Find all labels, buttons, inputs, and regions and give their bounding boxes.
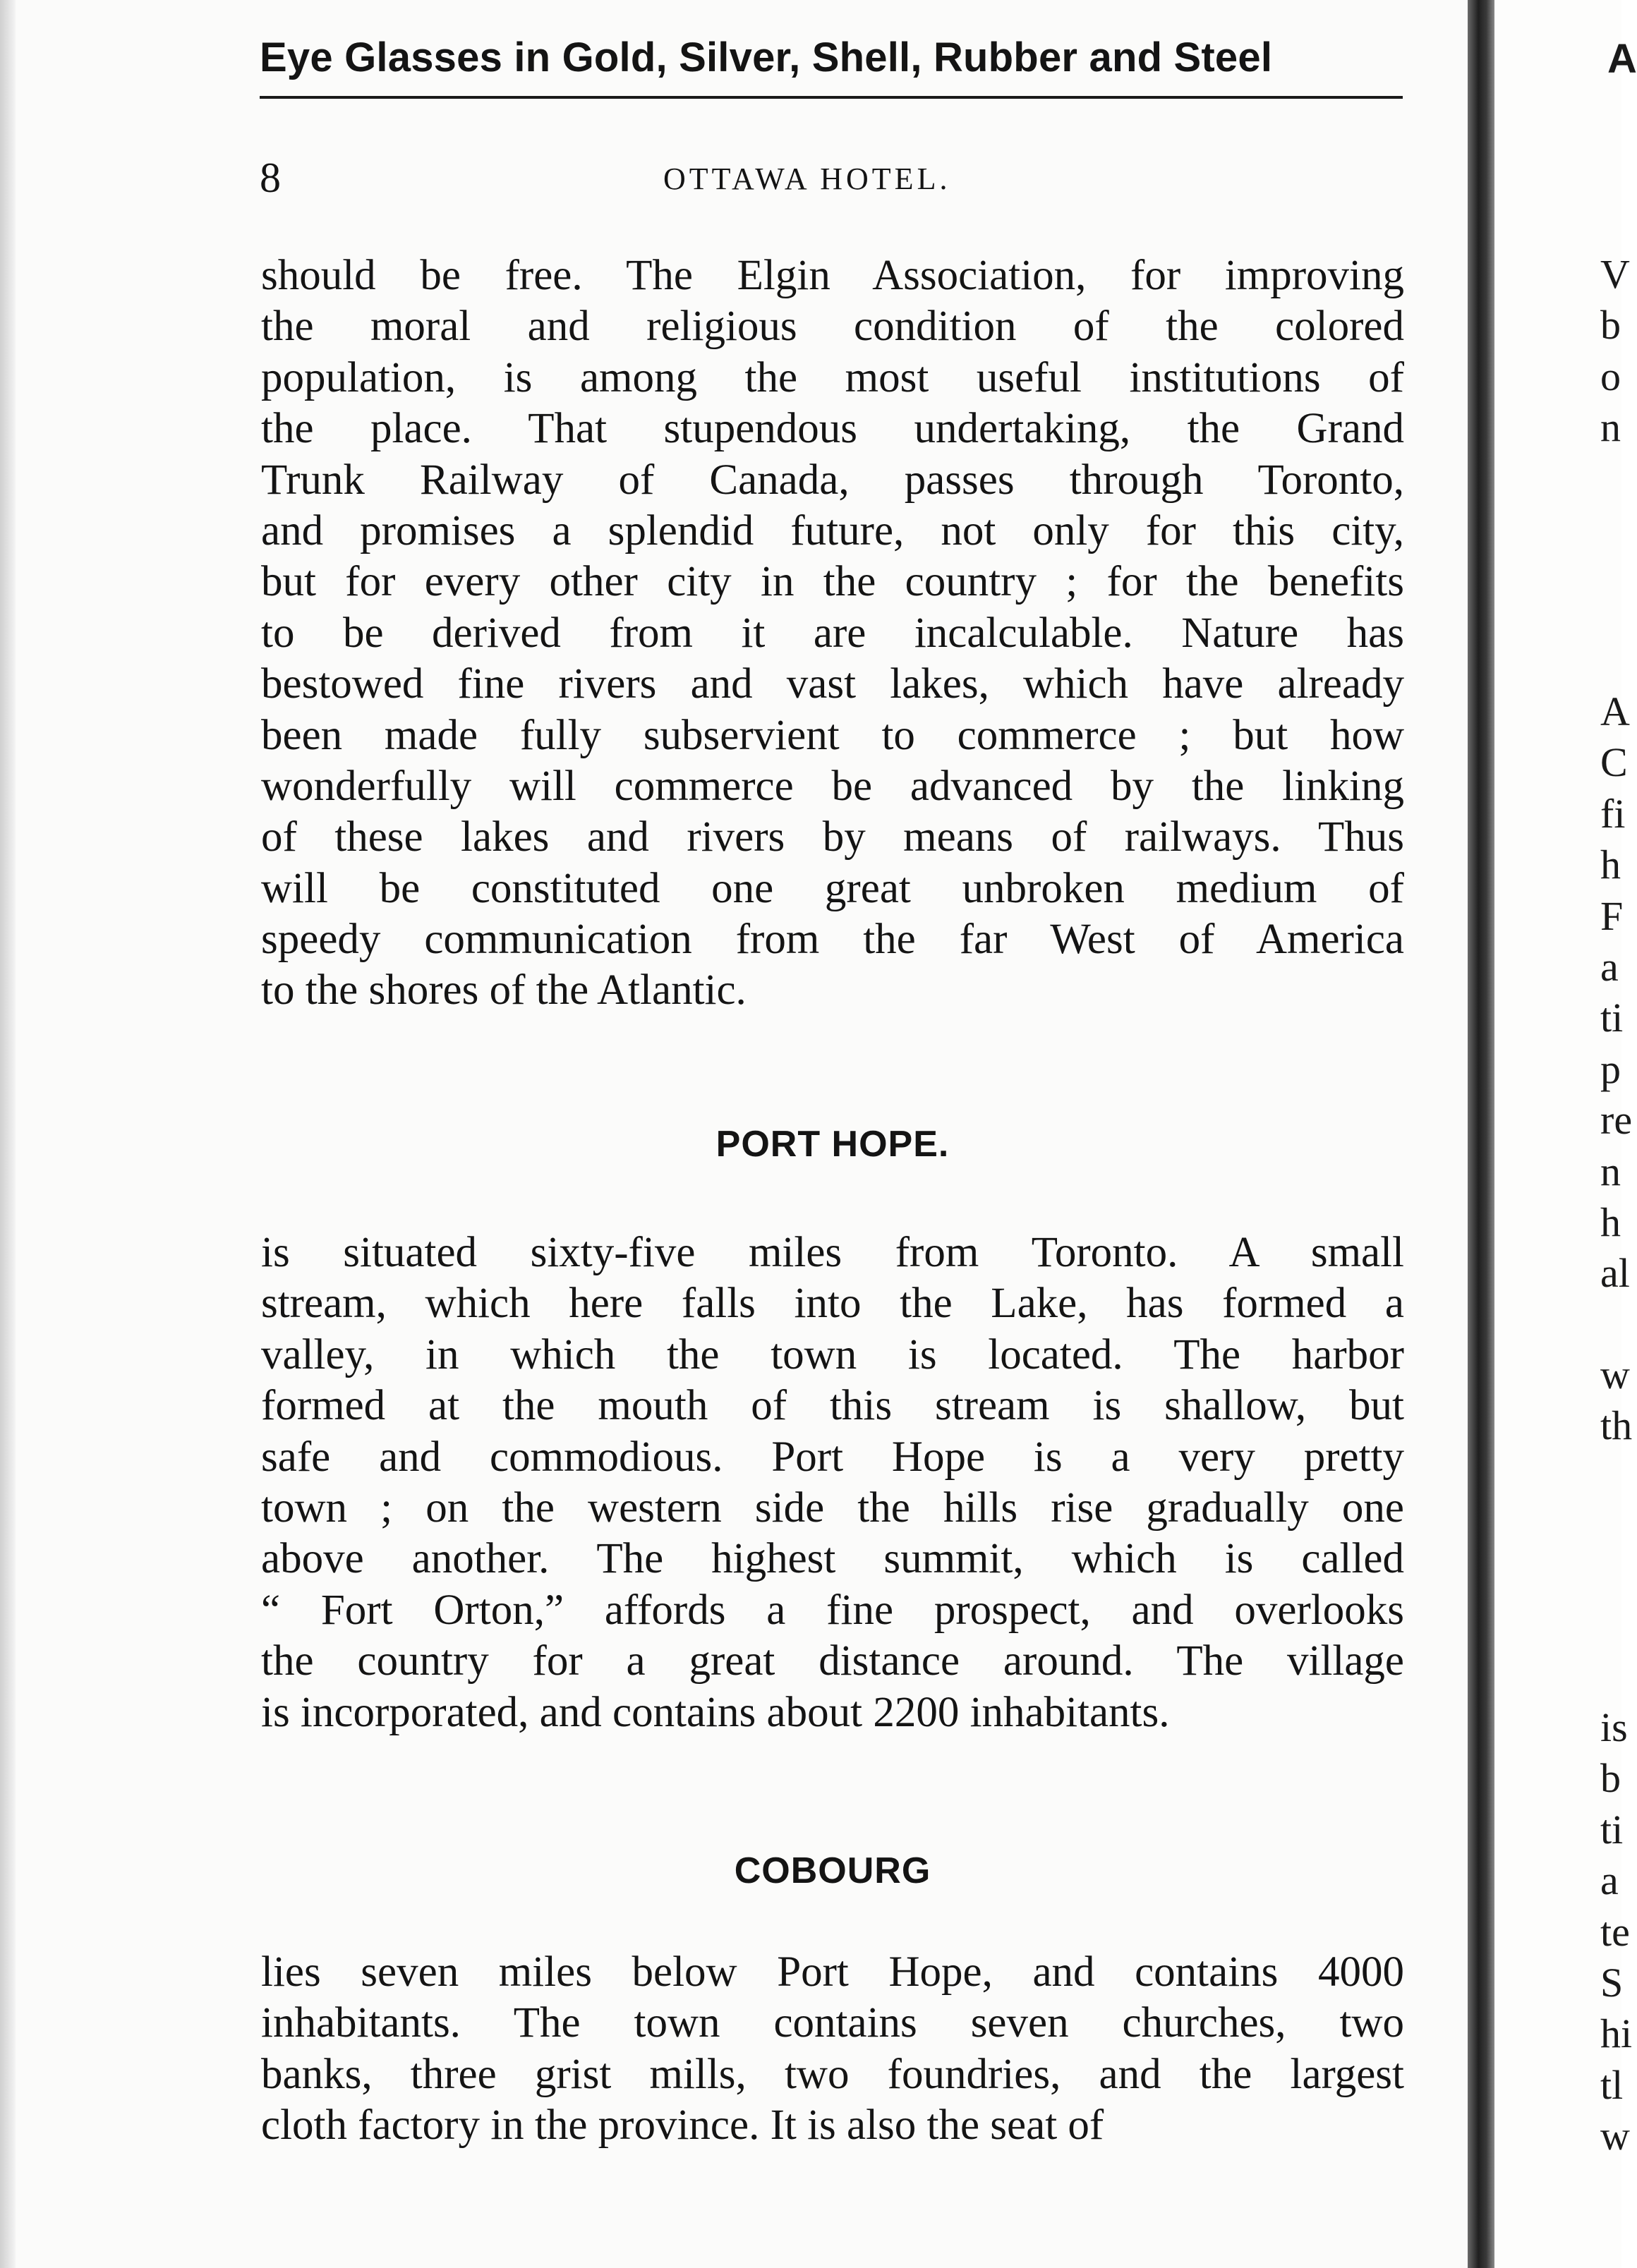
- text-line: the place. That stupendous undertaking, the Grand: [261, 405, 1404, 453]
- intro-paragraph: [261, 250, 1404, 1017]
- section-heading-cobourg: COBOURG: [734, 1850, 931, 1891]
- text-line: but for every other city in the country ; for the benefits: [261, 558, 1404, 606]
- next-page-fragment: te: [1600, 1908, 1630, 1955]
- next-page-fragment: is: [1600, 1704, 1628, 1750]
- next-page-fragment: fi: [1600, 790, 1626, 837]
- text-line: “ Fort Orton,” affords a fine prospect, and overlooks: [261, 1586, 1404, 1634]
- next-page-fragment: h: [1600, 1199, 1621, 1245]
- next-page-fragment: al: [1600, 1250, 1630, 1297]
- next-page-fragment: h: [1600, 842, 1621, 888]
- next-page-fragment: F: [1600, 892, 1624, 939]
- next-page-fragment: ti: [1600, 1806, 1624, 1852]
- text-line: inhabitants. The town contains seven churches, two: [261, 1999, 1404, 2047]
- text-line: banks, three grist mills, two foundries, and the largest: [261, 2050, 1404, 2098]
- next-page-edge: [1494, 0, 1637, 2268]
- text-line: is incorporated, and contains about 2200 inhabitants.: [261, 1688, 1170, 1736]
- next-page-fragment: a: [1600, 1857, 1619, 1904]
- text-line: been made fully subservient to commerce ; but how: [261, 711, 1404, 759]
- port-hope-paragraph: [261, 1227, 1404, 1738]
- running-head: Eye Glasses in Gold, Silver, Shell, Rubber and Steel: [260, 35, 1273, 80]
- text-line: speedy communication from the far West of America: [261, 916, 1404, 964]
- text-line: and promises a splendid future, not only for this city,: [261, 507, 1404, 554]
- section-heading-port-hope: PORT HOPE.: [715, 1124, 950, 1165]
- next-page-fragment: w: [1600, 1352, 1630, 1397]
- next-page-fragment: hi: [1600, 2011, 1633, 2057]
- text-line: bestowed fine rivers and vast lakes, which have already: [261, 660, 1404, 708]
- text-line: stream, which here falls into the Lake, has formed a: [261, 1280, 1404, 1328]
- text-line: of these lakes and rivers by means of railways. Thus: [261, 813, 1404, 861]
- page-number: 8: [260, 154, 281, 201]
- next-page-fragment: C: [1600, 739, 1628, 786]
- book-gutter: [1468, 0, 1494, 2268]
- text-line: cloth factory in the province. It is also the seat of: [261, 2102, 1104, 2149]
- next-page-fragment: A: [1600, 689, 1630, 734]
- next-page-fragment: o: [1600, 353, 1621, 399]
- text-line: wonderfully will commerce be advanced by the linking: [261, 762, 1404, 810]
- text-line: should be free. The Elgin Association, for improving: [261, 252, 1404, 299]
- cobourg-paragraph: [261, 1947, 1404, 2152]
- text-line: valley, in which the town is located. The harbor: [261, 1330, 1404, 1378]
- text-line: Trunk Railway of Canada, passes through Toronto,: [261, 456, 1404, 504]
- next-page-fragment: n: [1600, 1148, 1621, 1194]
- next-page-fragment: p: [1600, 1045, 1621, 1092]
- next-page-fragment: n: [1600, 404, 1621, 451]
- text-line: town ; on the western side the hills rise gradually one: [261, 1484, 1404, 1532]
- page-edge-shadow: [0, 0, 16, 2268]
- header-rule: [260, 96, 1403, 99]
- next-page-fragment: re: [1600, 1097, 1633, 1144]
- text-line: will be constituted one great unbroken medium of: [261, 864, 1404, 912]
- text-line: to the shores of the Atlantic.: [261, 966, 747, 1014]
- next-page-fragment: tl: [1600, 2061, 1624, 2108]
- next-page-fragment: b: [1600, 1755, 1621, 1802]
- text-line: population, is among the most useful institutions of: [261, 353, 1404, 401]
- text-line: lies seven miles below Port Hope, and contains 4000: [261, 1948, 1404, 1996]
- text-line: formed at the mouth of this stream is shallow, but: [261, 1382, 1404, 1430]
- next-page-fragment: ti: [1600, 995, 1624, 1041]
- text-line: the country for a great distance around. The village: [261, 1637, 1404, 1685]
- text-line: above another. The highest summit, which is called: [261, 1535, 1404, 1583]
- page-title: OTTAWA HOTEL.: [663, 162, 951, 196]
- next-page-fragment: V: [1600, 251, 1630, 297]
- next-page-fragment: th: [1600, 1402, 1633, 1449]
- next-page-fragment: S: [1600, 1960, 1624, 2006]
- next-page-fragment: w: [1600, 2113, 1630, 2159]
- text-line: the moral and religious condition of the colored: [261, 303, 1404, 351]
- text-line: to be derived from it are incalculable. Nature has: [261, 609, 1404, 657]
- next-page-fragment: a: [1600, 944, 1619, 990]
- text-line: safe and commodious. Port Hope is a very pretty: [261, 1433, 1404, 1481]
- text-line: is situated sixty-five miles from Toronto. A small: [261, 1229, 1404, 1276]
- next-page-fragment: b: [1600, 302, 1621, 348]
- next-page-fragment: A: [1607, 36, 1637, 82]
